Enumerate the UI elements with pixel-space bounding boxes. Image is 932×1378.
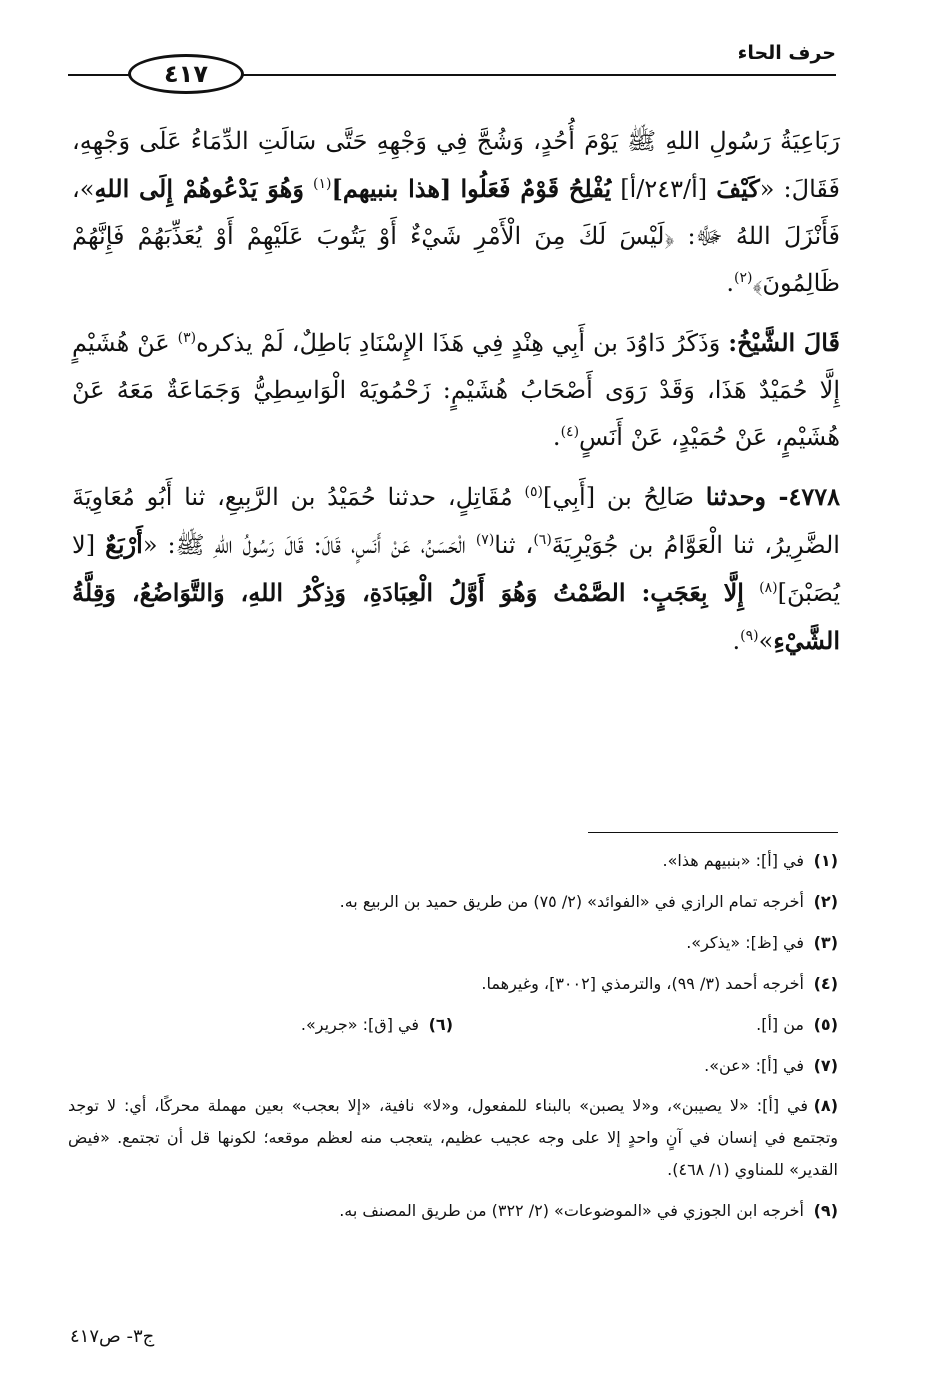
footnote-ref-8: (٨): [759, 580, 778, 596]
p2-text: وَذَكَرُ دَاوُدَ بن أَبِي هِنْدٍ فِي هَذَا الإِسْنَادِ بَاطِلٌ، لَمْ يذكره: [196, 329, 721, 357]
p1-line-2: فَقَالَ:: [783, 175, 840, 203]
footnote-text: أخرجه أحمد (٣/ ٩٩)، والترمذي [٣٠٠٢]، وغيرهما.: [481, 974, 804, 993]
page-header: [68, 38, 838, 96]
paragraph-3: [72, 473, 840, 665]
footnote-text: في [ظ]: «يذكر».: [686, 933, 804, 952]
p3-text: الْحَسَنُ، عَنْ أَنَسٍ، قَالَ: قَالَ رَسُولُ اللهِ ﷺ:: [167, 531, 466, 559]
footnote-number: (٢): [813, 892, 838, 911]
p3-text: مُقَاتِلٍ، حدثنا حُمَيْدُ بن الرَّبِيعِ، ثنا أَبُو مُعَاوِيَةَ الضَّرِيرُ، ثنا الْعَوَّامُ بن جُوَيْرِيَةَ: [72, 483, 840, 559]
footnote-ref-6: (٦): [533, 532, 552, 548]
bracket-insert: [لا يُصَبْنَ]: [72, 531, 840, 607]
hadith-text: وَهُوَ يَدْعُوهُمْ إِلَى اللهِ: [94, 174, 304, 203]
p3-text: صَالِحُ بن [أَبِي]: [543, 483, 694, 511]
quote-close: »،: [72, 175, 95, 203]
footnote-text: في [ق]: «جرير».: [300, 1015, 419, 1034]
footnote-number: (٤): [813, 974, 838, 993]
footnote-number: (٦): [428, 1015, 453, 1034]
footnote-3: [68, 922, 838, 963]
footnote-2: [68, 881, 838, 922]
footnote-ref-3: (٣): [177, 330, 197, 346]
footnote-text: أخرجه ابن الجوزي في «الموضوعات» (٢/ ٣٢٢) من طريق المصنف به.: [339, 1201, 804, 1220]
folio-ref: [أ/٢٤٣/أ]: [620, 175, 708, 203]
footnote-text: أخرجه تمام الرازي في «الفوائد» (٢/ ٧٥) من طريق حميد بن الربيع به.: [339, 892, 804, 911]
hadith-number: ٤٧٧٨- وحدثنا: [705, 482, 840, 511]
page-number: ٤١٧: [164, 60, 208, 88]
hadith-text: يُفْلِحُ قَوْمٌ فَعَلُوا: [460, 174, 612, 203]
paragraph-1: [72, 118, 840, 307]
footnote-ref-7: (٧): [475, 532, 495, 548]
period: .: [732, 627, 741, 655]
footnote-7: [68, 1045, 838, 1086]
footnote-4: [68, 963, 838, 1004]
hadith-text: إِلَّا بِعَجَبٍ: الصَّمْتُ وَهُوَ أَوَّلُ الْعِبَادَةِ، وَذِكْرُ اللهِ، وَالتَّوَاضُعُ، وَقِلَّةُ الشَّيْءِ: [72, 578, 840, 655]
quote-close: »: [758, 627, 774, 655]
footnote-text: في [أ]: «لا يصيبن»، و«لا يصبن» بالبناء للمفعول، و«لا» نافية، «إلا بعجب» بعين مهملة محركًا، أي: لا توجد وتجتمع في إنسان في آنٍ واحدٍ إلا على وجه عجيب عظيم، يتعجب منه لعظم موقعه؛ لكونها قل أن تجتمع. «فيض القدير» للمناوي (١/ ٤٦٨).: [68, 1096, 838, 1179]
period: .: [552, 423, 561, 451]
footnote-list: [68, 840, 838, 1231]
footnote-number: (٩): [813, 1201, 838, 1220]
shaykh-lead: قَالَ الشَّيْخُ:: [728, 328, 841, 357]
footnote-ref-5: (٥): [524, 484, 543, 500]
p2-text: عَنْ هُشَيْمٍ إِلَّا حُمَيْدٌ هَذَا، وَقَدْ رَوَى أَصْحَابُ هُشَيْمٍ: زَحْمُويَهْ الْوَاسِطِيُّ وَجَمَاعَةٌ مَعَهُ عَنْ هُشَيْمٍ، عَنْ حُمَيْدٍ، عَنْ أَنَسٍ: [72, 329, 840, 451]
footnote-number: (٣): [813, 933, 838, 952]
quote-open: «: [759, 175, 775, 203]
footnote-ref-2: (٢): [734, 270, 753, 286]
footnote-row-5-6: [68, 1004, 838, 1045]
footnote-5: [453, 1004, 838, 1045]
hadith-text: كَيْفَ: [716, 174, 760, 203]
main-text: [72, 118, 840, 665]
footnote-text: في [أ]: «بنبيهم هذا».: [662, 851, 804, 870]
p1-line-1: رَبَاعِيَةُ رَسُولِ اللهِ ﷺ يَوْمَ أُحُدٍ، وَشُجَّ فِي وَجْهِهِ حَتَّى سَالَتِ الدِّمَاءُ عَلَى وَجْهِهِ،: [72, 127, 840, 155]
footnote-number: (٧): [813, 1056, 838, 1075]
footnote-6: [68, 1004, 453, 1045]
revelation-text: فَأَنْزَلَ اللهُ ﷻ: ﴿لَيْسَ لَكَ مِنَ الْأَمْرِ شَيْءٌ أَوْ يَتُوبَ عَلَيْهِمْ أَوْ يُعَذِّبَهُمْ فَإِنَّهُمْ ظَالِمُونَ﴾: [72, 222, 840, 297]
hadith-text: أَرْبَعٌ: [105, 530, 143, 559]
footnote-ref-9: (٩): [740, 628, 759, 644]
footnote-text: في [أ]: «عن».: [704, 1056, 804, 1075]
quote-open: «: [142, 531, 158, 559]
volume-page-ref: ج٣- ص٤١٧: [70, 1326, 155, 1347]
footnote-ref-4: (٤): [560, 424, 580, 440]
bracket-insert: [هذا بنبيهم]: [331, 174, 452, 203]
running-head: حرف الحاء: [737, 42, 836, 64]
footnote-8: [68, 1086, 838, 1190]
footnote-9: [68, 1190, 838, 1231]
footnote-rule: [588, 832, 838, 833]
footnote-number: (٥): [813, 1015, 838, 1034]
period: .: [726, 269, 735, 297]
paragraph-2: [72, 319, 840, 461]
p3-text: ، ثنا: [494, 531, 534, 559]
footnote-number: (٨): [813, 1096, 838, 1115]
footnote-1: [68, 840, 838, 881]
page-number-oval: [128, 54, 244, 94]
footnote-text: من [أ].: [756, 1015, 804, 1034]
footnote-number: (١): [813, 851, 838, 870]
footnote-ref-1: (١): [313, 176, 332, 192]
